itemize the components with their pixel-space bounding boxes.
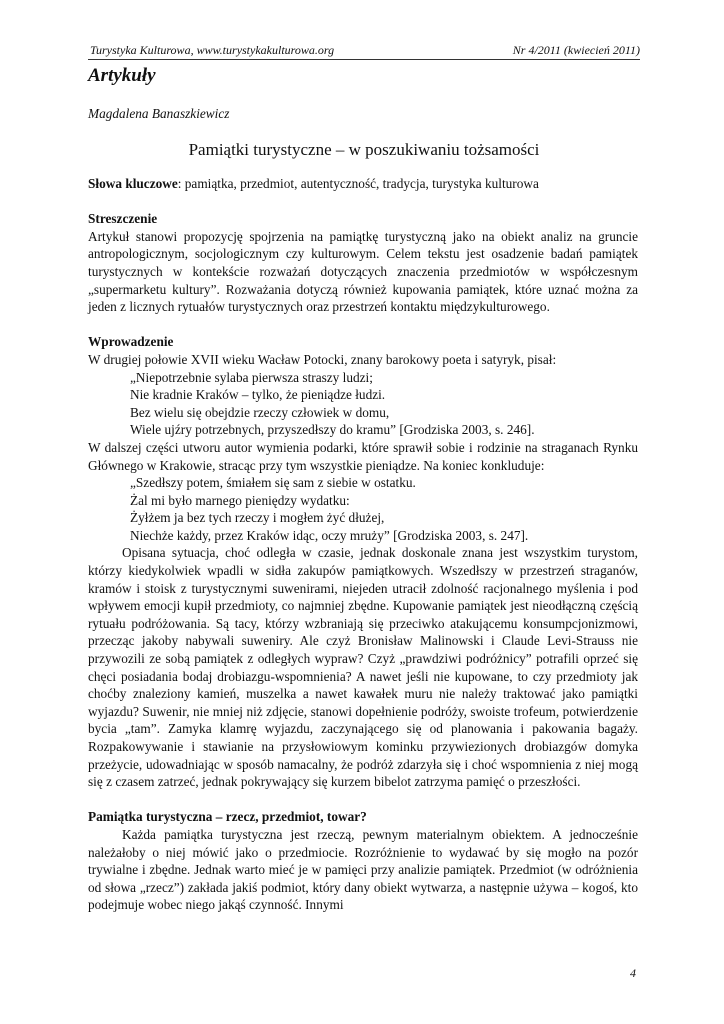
running-header [88,41,640,60]
article-title: Pamiątki turystyczne – w poszukiwaniu tożsamości [188,140,540,159]
section2-paragraph: Każda pamiątka turystyczna jest rzeczą, pewnym materialnym obiektem. A jednocześnie należałoby o niej mówić jako o przedmiocie. Rozróżnienie to wydawać by się mogło na pozór trywialne i zbędne. Jednak warto mieć je w pamięci przy analizie pamiątek. Przedmiot (w odróżnienia od słowa „rzecz”) zakłada jakiś podmiot, który dany obiekt wytwarza, a następnie używa – kogoś, kto podejmuje wobec niego jakąś czynność. Innymi [88,826,638,913]
keywords-text: : pamiątka, przedmiot, autentyczność, tradycja, turystyka kulturowa [177,176,539,191]
abstract-text: Artykuł stanowi propozycję spojrzenia na pamiątkę turystyczną jako na obiekt analiz na gruncie antropologicznym, socjologicznym czy kulturowym. Celem tekstu jest osadzenie badań pamiątek turystycznych w kontekście rozważań dotyczących znaczenia przedmiotów w współczesnym „supermarketu kultury”. Rozważania dotyczą również kupowania pamiątek, które uznać można za jeden z licznych rytuałów turystycznych oraz przestrzeń kontaktu międzykulturowego. [88,228,638,315]
poem-quote [88,369,638,439]
journal-name: Turystyka Kulturowa, www.turystykakulturowa.org [90,43,335,57]
poem-line: Bez wielu się obejdzie rzeczy człowiek w domu, [130,404,390,420]
poem-line: Żyłżem ja bez tych rzeczy i mogłem żyć dłużej, [130,510,385,526]
intro-heading: Wprowadzenie [88,334,174,350]
poem-line: „Szedłszy potem, śmiałem się sam z siebie w ostatku. [130,475,416,491]
keywords [88,175,638,193]
page-number: 4 [630,966,636,980]
intro-paragraph: Opisana sytuacja, choć odległa w czasie, jednak doskonale znana jest wszystkim turystom, którzy kiedykolwiek wpadli w sidła zakupów pamiątkowych. Wszedłszy w przestrzeń straganów, kramów i stoisk z turystycznymi suwenirami, niejeden utracił zdolność racjonalnego myślenia i pod wpływem emocji kupił przedmioty, co najmniej zbędne. Kupowanie pamiątek jest nieodłączną częścią rytuału podróżowania. Są tacy, którzy wzbraniają się przeciwko atakującemu konsumpcjonizmowi, przecząc jakoby nabywali suweniry. Ale czyż Bronisław Malinowski i Claude Levi-Strauss nie przywozili ze sobą pamiątek z odległych wypraw? Czyż „prawdziwi podróżnicy” potrafili oprzeć się chęci posiadania bodaj drobiazgu-wspomnienia? A nawet jeśli nie kupowane, to czy przedmioty jak choćby znaleziony kamień, muszelka a nawet kawałek muru nie należy traktować jako pamiątki wyjazdu? Suwenir, nie mniej niż zdjęcie, stanowi dopełnienie podróży, swoiste trofeum, potwierdzenie bycia „tam”. Zamyka klamrę wyjazdu, zaczynającego się od planowania i pakowania bagaży. Rozpakowywanie i stawianie na przysłowiowym kominku przywiezionych drobiazgów domyka przeżycie, udowadniając w sposób namacalny, że podróż zdarzyła się i choć wspomnienia z niej mogą się z czasem zatrzeć, jednak pokrywający się kurzem bibelot zatrzyma pamięć o przeszłości. [88,545,638,790]
poem-line: Niechże każdy, przez Kraków idąc, oczy mruży” [Grodziska 2003, s. 247]. [130,527,529,543]
abstract-heading: Streszczenie [88,211,158,227]
poem-line: Wiele ujźry potrzebnych, przyszedłszy do kramu” [Grodziska 2003, s. 246]. [130,422,535,438]
section2-heading: Pamiątka turystyczna – rzecz, przedmiot, towar? [88,809,367,825]
poem-line: Nie kradnie Kraków – tylko, że pieniądze łudzi. [130,387,386,403]
issue-number: Nr 4/2011 (kwiecień 2011) [512,43,640,57]
poem-line: „Niepotrzebnie sylaba pierwsza straszy ludzi; [130,369,373,385]
section-label: Artykuły [88,65,156,86]
intro-paragraph: W drugiej połowie XVII wieku Wacław Potocki, znany barokowy poeta i satyryk, pisał: [88,351,557,367]
poem-quote [88,474,638,544]
intro-paragraph: W dalszej części utworu autor wymienia podarki, które sprawił sobie i rodzinie na straganach Rynku Głównego w Krakowie, stracąc przy tym wszystkie pieniądze. Na koniec konkluduje: [88,439,638,473]
author: Magdalena Banaszkiewicz [88,106,230,121]
article-body [88,175,638,914]
keywords-label: Słowa kluczowe [88,176,178,191]
poem-line: Żal mi było marnego pieniędzy wydatku: [130,492,350,508]
